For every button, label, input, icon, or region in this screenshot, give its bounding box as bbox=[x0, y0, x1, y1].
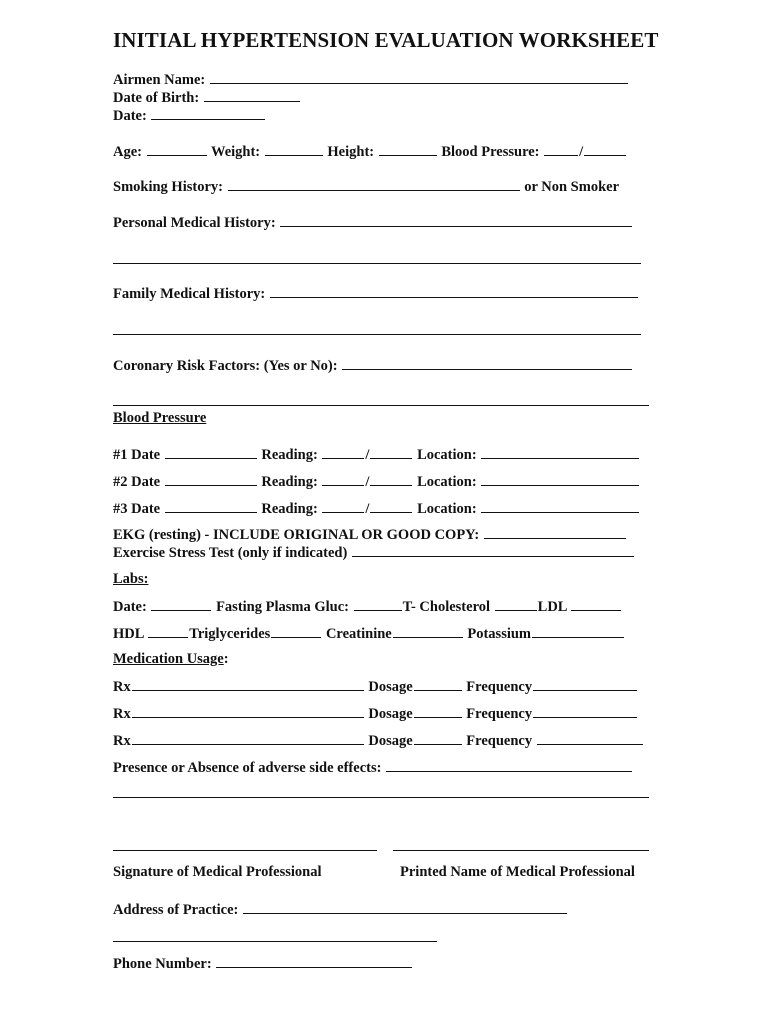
reading-label: Reading: bbox=[261, 501, 318, 517]
frequency-label: Frequency bbox=[466, 733, 533, 749]
printed-name-label: Printed Name of Medical Professional bbox=[400, 864, 635, 880]
bp-reading-row-1 bbox=[113, 445, 640, 463]
frequency-label: Frequency bbox=[466, 706, 533, 722]
bp-reading-row-2 bbox=[113, 472, 640, 490]
airmen-name-field[interactable] bbox=[210, 70, 628, 84]
creatinine-field[interactable] bbox=[393, 624, 463, 638]
hdl-label: HDL bbox=[113, 626, 144, 642]
age-field[interactable] bbox=[147, 142, 207, 156]
smoking-history-field[interactable] bbox=[228, 177, 520, 191]
frequency-label: Frequency bbox=[466, 679, 533, 695]
reading-systolic-field[interactable] bbox=[322, 445, 364, 459]
stress-test-row bbox=[113, 543, 635, 561]
fasting-gluc-label: Fasting Plasma Gluc: bbox=[216, 599, 349, 615]
dosage-label: Dosage bbox=[368, 679, 413, 695]
triglycerides-label: Triglycerides bbox=[189, 626, 271, 642]
frequency-field[interactable] bbox=[533, 677, 637, 691]
location-field[interactable] bbox=[481, 445, 639, 459]
reading-slash: / bbox=[365, 501, 370, 517]
date-label: Date: bbox=[113, 108, 147, 124]
dob-row bbox=[113, 88, 301, 106]
labs-date-field[interactable] bbox=[151, 597, 211, 611]
personal-history-field[interactable] bbox=[280, 213, 632, 227]
coronary-risk-label: Coronary Risk Factors: (Yes or No): bbox=[113, 358, 338, 374]
bp-diastolic-field[interactable] bbox=[584, 142, 626, 156]
phone-label: Phone Number: bbox=[113, 956, 212, 972]
airmen-name-label: Airmen Name: bbox=[113, 72, 206, 88]
family-history-line-2[interactable] bbox=[113, 334, 641, 335]
date-field[interactable] bbox=[151, 106, 265, 120]
stress-test-label: Exercise Stress Test (only if indicated) bbox=[113, 545, 348, 561]
personal-history-row bbox=[113, 213, 633, 231]
rx-label: Rx bbox=[113, 679, 131, 695]
bp-date-field[interactable] bbox=[165, 499, 257, 513]
side-effects-line-2[interactable] bbox=[113, 797, 649, 798]
dosage-label: Dosage bbox=[368, 733, 413, 749]
reading-slash: / bbox=[365, 474, 370, 490]
bp-date-label: #1 Date bbox=[113, 447, 161, 463]
labs-row-2 bbox=[113, 624, 625, 642]
rx-field[interactable] bbox=[132, 677, 364, 691]
rx-field[interactable] bbox=[132, 731, 364, 745]
reading-systolic-field[interactable] bbox=[322, 499, 364, 513]
medication-row-1 bbox=[113, 677, 638, 695]
frequency-field[interactable] bbox=[533, 704, 637, 718]
reading-diastolic-field[interactable] bbox=[370, 472, 412, 486]
t-cholesterol-label: T- Cholesterol bbox=[402, 599, 491, 615]
rx-field[interactable] bbox=[132, 704, 364, 718]
vitals-row bbox=[113, 142, 627, 160]
side-effects-label: Presence or Absence of adverse side effects: bbox=[113, 760, 382, 776]
family-history-field[interactable] bbox=[270, 284, 638, 298]
smoking-row bbox=[113, 177, 619, 195]
family-history-label: Family Medical History: bbox=[113, 286, 266, 302]
weight-field[interactable] bbox=[265, 142, 323, 156]
address-field[interactable] bbox=[243, 900, 567, 914]
hdl-field[interactable] bbox=[148, 624, 188, 638]
bp-date-field[interactable] bbox=[165, 472, 257, 486]
location-label: Location: bbox=[417, 501, 477, 517]
reading-slash: / bbox=[365, 447, 370, 463]
medication-heading-colon: : bbox=[223, 651, 229, 667]
potassium-label: Potassium bbox=[467, 626, 532, 642]
medication-row-3 bbox=[113, 731, 644, 749]
rx-label: Rx bbox=[113, 706, 131, 722]
address-label: Address of Practice: bbox=[113, 902, 239, 918]
rx-label: Rx bbox=[113, 733, 131, 749]
reading-label: Reading: bbox=[261, 447, 318, 463]
bp-date-label: #2 Date bbox=[113, 474, 161, 490]
reading-diastolic-field[interactable] bbox=[370, 445, 412, 459]
ldl-label: LDL bbox=[537, 599, 567, 615]
t-cholesterol-field[interactable] bbox=[495, 597, 537, 611]
ekg-field[interactable] bbox=[484, 525, 626, 539]
dosage-label: Dosage bbox=[368, 706, 413, 722]
labs-row-1 bbox=[113, 597, 622, 615]
personal-history-label: Personal Medical History: bbox=[113, 215, 276, 231]
address-line-2[interactable] bbox=[113, 941, 437, 942]
non-smoker-label: or Non Smoker bbox=[524, 179, 620, 195]
medication-heading-row bbox=[113, 650, 229, 668]
page-title: INITIAL HYPERTENSION EVALUATION WORKSHEET bbox=[113, 28, 659, 52]
reading-diastolic-field[interactable] bbox=[370, 499, 412, 513]
signature-line[interactable] bbox=[113, 850, 377, 851]
smoking-history-label: Smoking History: bbox=[113, 179, 223, 195]
date-row bbox=[113, 106, 266, 124]
medication-heading: Medication Usage bbox=[113, 651, 224, 667]
dosage-field[interactable] bbox=[414, 704, 462, 718]
family-history-row bbox=[113, 284, 639, 302]
labs-heading: Labs: bbox=[113, 571, 149, 587]
signature-label: Signature of Medical Professional bbox=[113, 864, 322, 880]
height-label: Height: bbox=[327, 144, 375, 160]
blood-pressure-label: Blood Pressure: bbox=[441, 144, 540, 160]
ekg-row bbox=[113, 525, 627, 543]
age-label: Age: bbox=[113, 144, 142, 160]
coronary-risk-line-2[interactable] bbox=[113, 405, 649, 406]
bp-slash: / bbox=[579, 144, 584, 160]
triglycerides-field[interactable] bbox=[271, 624, 321, 638]
dob-field[interactable] bbox=[204, 88, 300, 102]
phone-row bbox=[113, 954, 413, 972]
bp-systolic-field[interactable] bbox=[544, 142, 578, 156]
dosage-field[interactable] bbox=[414, 677, 462, 691]
blood-pressure-heading: Blood Pressure bbox=[113, 410, 207, 426]
personal-history-line-2[interactable] bbox=[113, 263, 641, 264]
bp-date-label: #3 Date bbox=[113, 501, 161, 517]
location-label: Location: bbox=[417, 447, 477, 463]
ldl-field[interactable] bbox=[571, 597, 621, 611]
side-effects-field[interactable] bbox=[386, 758, 632, 772]
ekg-label: EKG (resting) - INCLUDE ORIGINAL OR GOOD COPY: bbox=[113, 527, 480, 543]
location-field[interactable] bbox=[481, 499, 639, 513]
dob-label: Date of Birth: bbox=[113, 90, 200, 106]
medication-row-2 bbox=[113, 704, 638, 722]
side-effects-row bbox=[113, 758, 633, 776]
coronary-risk-field[interactable] bbox=[342, 356, 632, 370]
coronary-risk-row bbox=[113, 356, 633, 374]
height-field[interactable] bbox=[379, 142, 437, 156]
bp-date-field[interactable] bbox=[165, 445, 257, 459]
printed-name-line[interactable] bbox=[393, 850, 649, 851]
creatinine-label: Creatinine bbox=[325, 626, 392, 642]
location-field[interactable] bbox=[481, 472, 639, 486]
stress-test-field[interactable] bbox=[352, 543, 634, 557]
fasting-gluc-field[interactable] bbox=[354, 597, 402, 611]
reading-label: Reading: bbox=[261, 474, 318, 490]
weight-label: Weight: bbox=[211, 144, 261, 160]
address-row bbox=[113, 900, 568, 918]
frequency-field[interactable] bbox=[537, 731, 643, 745]
reading-systolic-field[interactable] bbox=[322, 472, 364, 486]
airmen-name-row bbox=[113, 70, 629, 88]
labs-date-label: Date: bbox=[113, 599, 147, 615]
bp-reading-row-3 bbox=[113, 499, 640, 517]
location-label: Location: bbox=[417, 474, 477, 490]
potassium-field[interactable] bbox=[532, 624, 624, 638]
dosage-field[interactable] bbox=[414, 731, 462, 745]
phone-field[interactable] bbox=[216, 954, 412, 968]
